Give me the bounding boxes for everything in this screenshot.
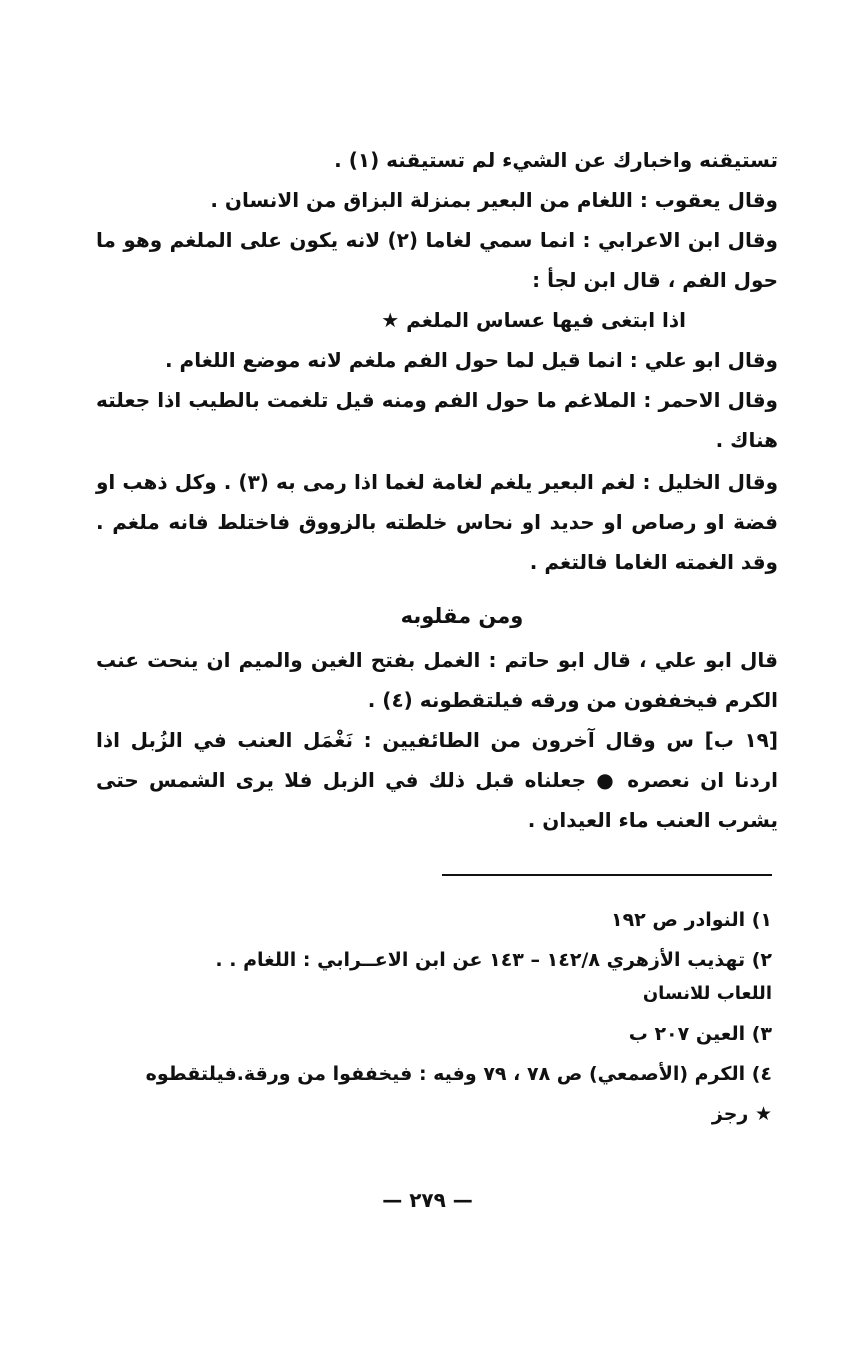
main-text xyxy=(96,140,778,840)
paragraph-2: وقال يعقوب : اللغام من البعير بمنزلة البزاق من الانسان . xyxy=(210,188,778,212)
footnotes xyxy=(100,900,772,1134)
footnote-2-continuation: اللعاب للانسان xyxy=(642,983,772,1004)
footnote-2: ٢) تهذيب الأزهري ١٤٢/٨ – ١٤٣ عن ابن الاعــرابي : اللغام . . xyxy=(215,949,772,971)
footnote-1: ١) النوادر ص ١٩٢ xyxy=(610,909,772,931)
footnote-3: ٣) العين ٢٠٧ ب xyxy=(628,1023,772,1045)
footnote-divider xyxy=(442,874,772,876)
paragraph-6: وقال الخليل : لغم البعير يلغم لغامة لغما اذا رمى به (٣) . وكل ذهب او فضة او رصاص او حديد او نحاس خلطته بالزووق فاختلط فانه ملغم . وقد الغمته الغاما فالتغم . xyxy=(96,470,779,574)
paragraph-3: وقال ابن الاعرابي : انما سمي لغاما (٢) لانه يكون على الملغم وهو ما حول الفم ، قال ابن لجأ : xyxy=(96,228,778,292)
section-heading: ومن مقلوبه xyxy=(400,604,524,628)
footnote-star: ★ رجز xyxy=(711,1103,772,1125)
paragraph-7: قال ابو علي ، قال ابو حاتم : الغمل بفتح الغين والميم ان ينحت عنب الكرم فيخففون من ورقه فيلتقطونه (٤) . xyxy=(96,648,778,712)
verse-line: اذا ابتغى فيها عساس الملغم ★ xyxy=(381,308,686,332)
paragraph-8: [١٩ ب] س وقال آخرون من الطائفيين : نَغْمَل العنب في الزُبل اذا اردنا ان نعصره ● جعلناه قبل ذلك في الزبل فلا يرى الشمس حتى يشرب العنب ماء العيدان . xyxy=(96,728,778,832)
paragraph-5: وقال الاحمر : الملاغم ما حول الفم ومنه قيل تلغمت بالطيب اذا جعلته هناك . xyxy=(96,388,778,452)
page-number: — ٢٧٩ — xyxy=(382,1188,473,1212)
footnote-4: ٤) الكرم (الأصمعي) ص ٧٨ ، ٧٩ وفيه : فيخففوا من ورقة.فيلتقطوه xyxy=(145,1063,772,1085)
paragraph-4: وقال ابو علي : انما قيل لما حول الفم ملغم لانه موضع اللغام . xyxy=(165,348,778,372)
paragraph-1: تستيقنه واخبارك عن الشيء لم تستيقنه (١) . xyxy=(334,148,778,172)
